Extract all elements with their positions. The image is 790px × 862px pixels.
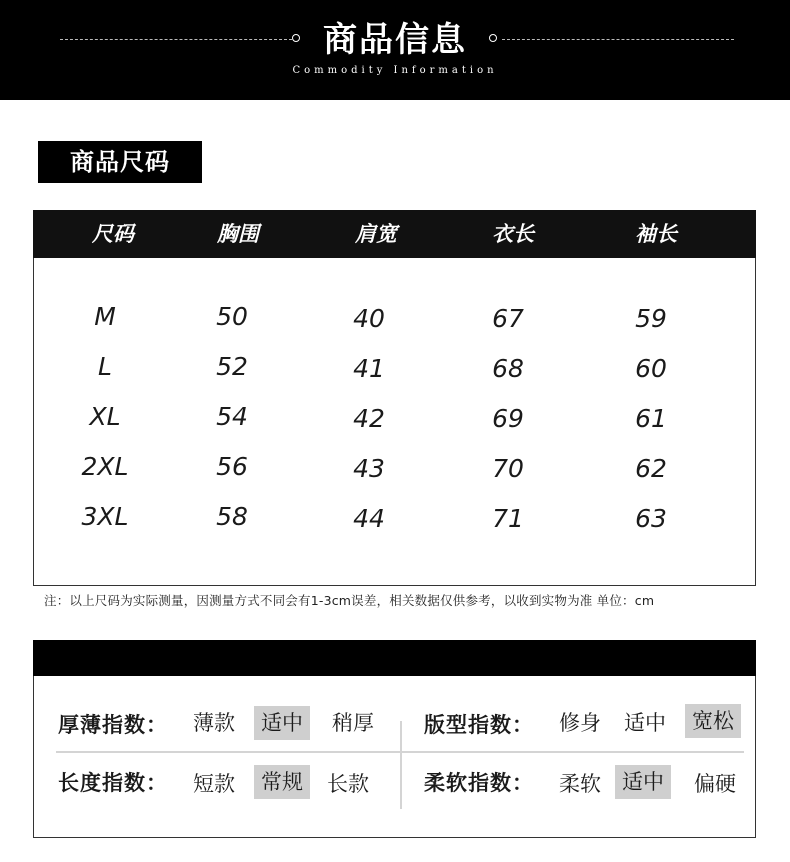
- table-cell: 54: [216, 402, 248, 431]
- size-table: [33, 210, 756, 586]
- table-cell: 41: [353, 354, 385, 383]
- table-cell: 58: [216, 502, 248, 531]
- index-option-selected: 适中: [615, 765, 671, 799]
- page-title: 商品信息: [323, 20, 467, 60]
- table-cell: 61: [635, 404, 667, 433]
- index-label: 柔软指数：: [424, 771, 534, 795]
- index-option: 短款: [193, 772, 235, 796]
- column-header: 肩宽: [355, 222, 397, 246]
- table-cell: 62: [635, 454, 667, 483]
- index-panel-header-bar: [33, 640, 756, 676]
- index-label: 长度指数：: [58, 771, 168, 795]
- table-cell: 70: [492, 454, 524, 483]
- page-subtitle: Commodity Information: [292, 65, 498, 76]
- index-divider-vertical: [400, 721, 402, 809]
- table-cell: 68: [492, 354, 524, 383]
- column-header: 袖长: [635, 222, 677, 246]
- table-cell: 42: [353, 404, 385, 433]
- index-option: 长款: [327, 772, 369, 796]
- table-cell: 3XL: [81, 502, 129, 531]
- index-option-selected: 宽松: [685, 704, 741, 738]
- table-cell: 69: [492, 404, 524, 433]
- table-cell: 52: [216, 352, 248, 381]
- index-option-selected: 常规: [254, 765, 310, 799]
- table-cell: 43: [353, 454, 385, 483]
- column-header: 衣长: [492, 222, 534, 246]
- table-cell: 71: [492, 504, 524, 533]
- index-option: 薄款: [193, 711, 235, 735]
- table-cell: L: [98, 352, 112, 381]
- table-cell: M: [94, 302, 116, 331]
- index-option-selected: 适中: [254, 706, 310, 740]
- index-option: 适中: [624, 711, 666, 735]
- table-cell: 59: [635, 304, 667, 333]
- size-section-label: 商品尺码: [38, 141, 202, 183]
- column-header: 尺码: [92, 222, 134, 246]
- index-panel: [33, 640, 756, 838]
- table-cell: 50: [216, 302, 248, 331]
- index-label: 厚薄指数：: [58, 713, 168, 737]
- index-option: 稍厚: [332, 711, 374, 735]
- table-cell: 67: [492, 304, 524, 333]
- index-option: 修身: [559, 711, 601, 735]
- table-cell: 40: [353, 304, 385, 333]
- table-cell: XL: [89, 402, 121, 431]
- index-label: 版型指数：: [424, 713, 534, 737]
- table-cell: 60: [635, 354, 667, 383]
- header-circle-icon-right: [489, 34, 497, 42]
- column-header: 胸围: [217, 222, 259, 246]
- table-cell: 56: [216, 452, 248, 481]
- index-option: 柔软: [559, 772, 601, 796]
- table-cell: 2XL: [81, 452, 129, 481]
- index-option: 偏硬: [694, 772, 736, 796]
- size-table-header: [33, 210, 756, 258]
- table-cell: 44: [353, 504, 385, 533]
- page-header: [0, 0, 790, 100]
- header-dashed-line-right: [502, 39, 734, 40]
- size-note: 注：以上尺码为实际测量，因测量方式不同会有1-3cm误差，相关数据仅供参考，以收到实物为准 单位：cm: [44, 593, 655, 608]
- table-cell: 63: [635, 504, 667, 533]
